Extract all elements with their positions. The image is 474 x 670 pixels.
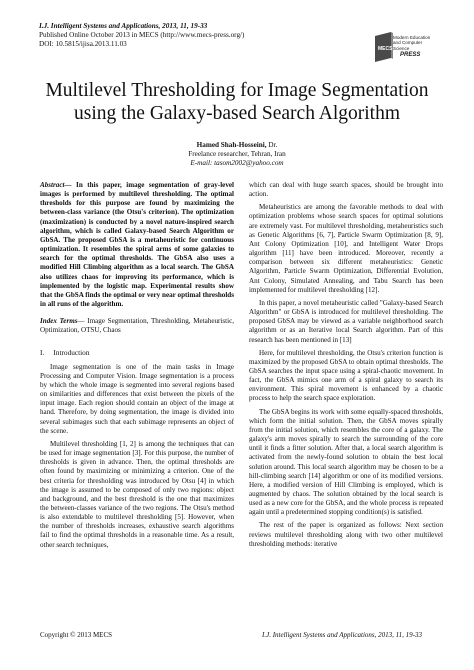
index-terms — [40, 317, 234, 335]
logo-press: PRESS — [400, 52, 421, 58]
journal-line: I.J. Intelligent Systems and Applications, 2013, 11, 19-33 — [39, 22, 208, 30]
doi-line: DOI: 10.5815/ijisa.2013.11.03 — [39, 40, 127, 49]
author-affiliation: Freelance researcher, Tehran, Iran — [188, 150, 286, 159]
section-heading — [40, 348, 234, 357]
intro-paragraph-2: Multilevel thresholding [1, 2] is among the techniques that can be used for image segmentation [3]. For this purpose, the number of thresholds is given in advance. Then, the optimal thresholds are often found by maximizing or minimizing a criterion. One of the best criteria for thresholding was introduced by Otsu [4] in which the image is assumed to be composed of only two regions: object and background, and the best threshold is the one that maximizes the between-classes variance of the two regions. The Otsu's method is also extendable to multilevel thresholding [5]. However, when the number of thresholds increases, exhaustive search algorithms fail to find the optimal thresholds in a reasonable time. As a result, other search techniques, — [40, 439, 234, 549]
section-number: I. — [40, 347, 45, 357]
intro-paragraph-1: Image segmentation is one of the main tasks in Image Processing and Computer Vision. Image segmentation is a process by which the whole image is segmented into several regions based on similarities and differences that exist between the pixels of the input image. Each region should contain an object of the image at hand. Therefore, by doing segmentation, the image is divided into several subimages such that each subimage represents an object of the scene. — [40, 362, 234, 435]
right-column — [249, 181, 443, 553]
abstract-text: In this paper, image segmentation of gray-level images is performed by multilevel thresholding. The optimal thresholds for this purpose are found by maximizing the between-class variance (the Otsu's criterion). The optimization (maximization) is conducted by a novel nature-inspired search algorithm, which is called Galaxy-based Search Algorithm or GbSA. The proposed GbSA is a metaheuristic for continuous optimization. It resembles the spiral arms of some galaxies to search for the optimal thresholds. The GbSA also uses a modified Hill Climbing algorithm as a local search. The GbSA also utilizes chaos for improving its performance, which is implemented by the logistic map. Experimental results show that the GbSA finds the optimal or very near optimal thresholds in all runs of the algorithm. — [40, 181, 234, 309]
logo-text: Modern Education and Computer Science — [393, 35, 431, 51]
author-degree: Dr. — [266, 141, 278, 149]
author-name: Hamed Shah-Hosseini, — [196, 141, 267, 149]
footer-journal: I.J. Intelligent Systems and Applications, 2013, 11, 19-33 — [262, 631, 422, 639]
section-title: Introduction — [53, 347, 90, 357]
paper-title: Multilevel Thresholding for Image Segmentation using the Galaxy-based Search Algorithm — [45, 80, 429, 124]
left-column — [40, 181, 234, 554]
journal-header — [39, 22, 349, 50]
author-email: E-mail: tasom2002@yahoo.com — [190, 159, 284, 168]
right-paragraph-2: In this paper, a novel metaheuristic called "Galaxy-based Search Algorithm" or GbSA is introduced for multilevel thresholding. The proposed GbSA may be viewed as a variable neighborhood search algorithm or as an Iterative local Search algorithm. Part of this research has been mentioned in [13] — [249, 298, 443, 344]
right-paragraph-3: Here, for multilevel thresholding, the Otsu's criterion function is maximized by the proposed GbSA to obtain optimal thresholds. The GbSA searches the input space using a spiral-chaotic movement. In fact, the GbSA mimics one arm of a spiral galaxy to search its environment. This spiral movement is enhanced by a chaotic process to help the search space exploration. — [249, 348, 443, 403]
abstract — [40, 181, 234, 309]
logo-letters: MECS — [378, 46, 393, 52]
abstract-label: Abstract— — [40, 181, 72, 189]
right-paragraph-5: The rest of the paper is organized as follows: Next section reviews multilevel thresholding along with two other multilevel thresholding methods: iterative — [249, 521, 443, 548]
published-line: Published Online October 2013 in MECS (http://www.mecs-press.org/) — [39, 31, 245, 40]
index-terms-label: Index Terms — [40, 317, 78, 326]
right-paragraph-4: The GbSA begins its work with some equally-spaced thresholds, which form the initial solution. Then, the GbSA moves spirally from the initial solution, which resembles the core of a galaxy. The galaxy's arm moves spirally to search the surrounding of the core until it finds a fitter solution. After that, a local search algorithm is activated from the newly-found solution to obtain the best local solution around. This local search algorithm may be chosen to be a hill-climbing search [14] algorithm or one of its modified versions. Here, a modified version of Hill Climbing is employed, which is augmented by chaos. The solution obtained by the local search is used as a new core for the GbSA, and the whole process is repeated again until a predetermined stopping condition(s) is satisfied. — [249, 407, 443, 517]
author-block — [30, 141, 444, 169]
footer-copyright: Copyright © 2013 MECS — [40, 631, 113, 639]
right-paragraph-1: Metaheuristics are among the favorable methods to deal with optimization problems whose search spaces for optimal solutions are extremely vast. For multilevel thresholding, metaheuristics such as Genetic Algorithms [6, 7], Particle Swarm Optimization [8, 9], Ant Colony Optimization [10], and Intelligent Water Drops algorithm [11] have been introduced. Moreover, recently a comparison between six different metaheuristics: Genetic Algorithm, Particle Swarm Optimization, Differential Evolution, Ant Colony, Simulated Annealing, and Tabu Search has been implemented for multilevel thresholding [12]. — [249, 203, 443, 294]
right-paragraph-0: which can deal with huge search spaces, should be brought into action. — [249, 181, 443, 199]
index-terms-text: — Image Segmentation, Thresholding, Metaheuristic, Optimization, OTSU, Chaos — [40, 317, 234, 335]
